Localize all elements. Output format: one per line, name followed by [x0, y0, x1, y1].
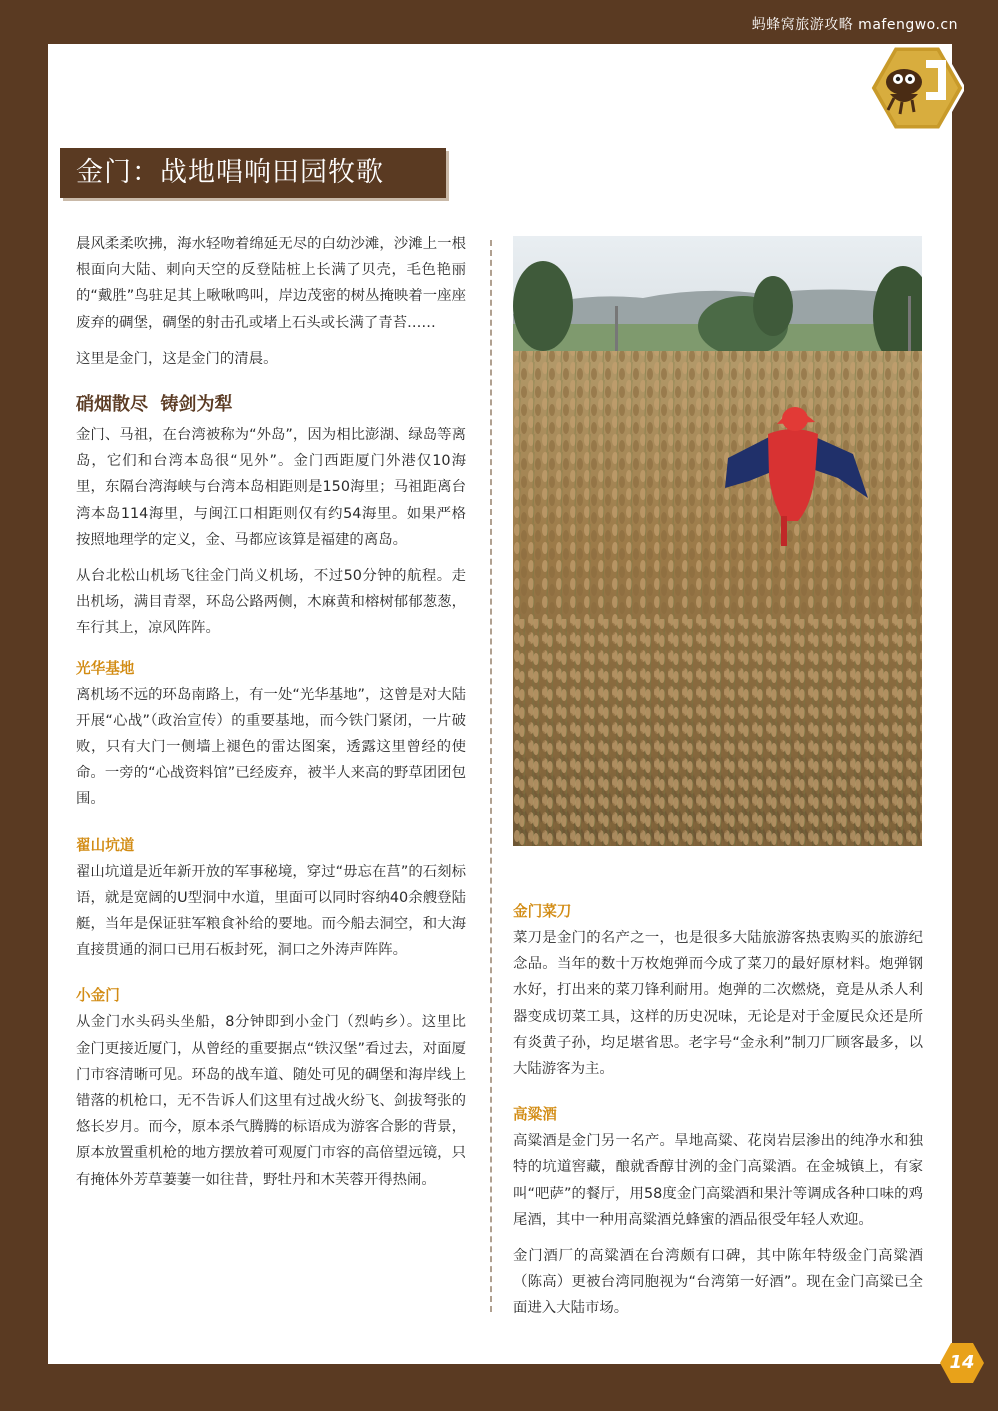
heading-caidao: 金门菜刀: [513, 903, 572, 920]
column-divider: [490, 240, 492, 1312]
guanghua-paragraph: 离机场不远的环岛南路上，有一处“光华基地”，这曾是对大陆开展“心战”（政治宣传）的重要基地，而今铁门紧闭，一片破败，只有大门一侧墙上褪色的雷达图案，透露这里曾经的使命。一旁的“心战资料馆”已经废弃，被半人来高的野草团团包围。: [76, 686, 466, 808]
zhaishan-paragraph: 翟山坑道是近年新开放的军事秘境，穿过“毋忘在莒”的石刻标语，就是宽阔的U型洞中水道，里面可以同时容纳40余艘登陆艇，当年是保证驻军粮食补给的要地。而今船去洞空，和大海直接贯通的洞口已用石板封死，洞口之外涛声阵阵。: [76, 863, 466, 959]
caidao-paragraph: 菜刀是金门的名产之一，也是很多大陆旅游客热衷购买的旅游纪念品。当年的数十万枚炮弹而今成了菜刀的最好原材料。炮弹钢水好，打出来的菜刀锋利耐用。炮弹的二次燃烧，竟是从杀人利器变成切菜工具，这样的历史况味，无论是对于金厦民众还是所有炎黄子孙，均足堪省思。老字号“金永利”制刀厂顾客最多，以大陆游客为主。: [513, 930, 923, 1078]
mafengwo-bee-logo-icon: [870, 46, 964, 130]
islands-paragraph: 金门、马祖，在台湾被称为“外岛”，因为相比澎湖、绿岛等离岛，它们和台湾本岛很“见外”。金门西距厦门外港仅10海里，东隔台湾海峡与台湾本岛相距则是150海里；马祖距离台湾本岛114海里，与闽江口相距则仅有约54海里。如果严格按照地理学的定义，金、马都应该算是福建的离岛。: [76, 427, 466, 548]
heading-guanghua: 光华基地: [76, 659, 135, 677]
heading-xiaojinmen: 小金门: [76, 987, 120, 1005]
left-column: [76, 231, 466, 1193]
intro-paragraph: 晨风柔柔吹拂，海水轻吻着绵延无尽的白幼沙滩，沙滩上一根根面向大陆、刺向天空的反登陆桩上长满了贝壳，毛色艳丽的“戴胜”鸟驻足其上啾啾鸣叫，岸边茂密的树丛掩映着一座座废弃的碉堡，碉堡的射击孔或堵上石头或长满了青苔……: [76, 236, 466, 331]
airport-paragraph: 从台北松山机场飞往金门尚义机场，不过50分钟的航程。走出机场，满目青翠，环岛公路两侧，木麻黄和榕树郁郁葱葱，车行其上，凉风阵阵。: [76, 568, 466, 637]
xiaojinmen-paragraph: 从金门水头码头坐船，8分钟即到小金门（烈屿乡）。这里比金门更接近厦门，从曾经的重要据点“铁汉堡”看过去，对面厦门市容清晰可见。环岛的战车道、随处可见的碉堡和海岸线上错落的机枪口，无不告诉人们这里有过战火纷飞、剑拔弩张的悠长岁月。而今，原本杀气腾腾的标语成为游客合影的背景，原本放置重机枪的地方摆放着可观厦门市容的高倍望远镜，只有掩体外芳草萋萋一如往昔，野牡丹和木芙蓉开得热闹。: [76, 1014, 466, 1188]
page-number-badge: [940, 1343, 984, 1383]
heading-gaoliangjiu: 高粱酒: [513, 1106, 557, 1124]
right-column: [513, 899, 923, 1322]
page-title: 金门：战地唱响田园牧歌: [76, 157, 384, 188]
page-title-bar: [60, 148, 446, 198]
sorghum-field-photo: [513, 236, 922, 846]
heading-zhaishan: 翟山坑道: [76, 836, 135, 854]
gaoliangjiu-paragraph: 高粱酒是金门另一名产。旱地高粱、花岗岩层渗出的纯净水和独特的坑道窖藏，酿就香醇甘洌的金门高粱酒。在金城镇上，有家叫“吧萨”的餐厅，用58度金门高粱酒和果汁等调成各种口味的鸡尾酒，其中一种用高粱酒兑蜂蜜的酒品很受年轻人欢迎。: [513, 1133, 923, 1228]
section-heading: 硝烟散尽 铸剑为犁: [76, 394, 233, 416]
brand-header: 蚂蜂窝旅游攻略 mafengwo.cn: [751, 17, 958, 33]
page-number: 14: [949, 1352, 975, 1373]
intro-line: 这里是金门，这是金门的清晨。: [76, 350, 278, 367]
gaoliangjiu-paragraph-2: 金门酒厂的高粱酒在台湾颇有口碑，其中陈年特级金门高粱酒（陈高）更被台湾同胞视为“台湾第一好酒”。现在金门高粱已全面进入大陆市场。: [513, 1248, 923, 1317]
